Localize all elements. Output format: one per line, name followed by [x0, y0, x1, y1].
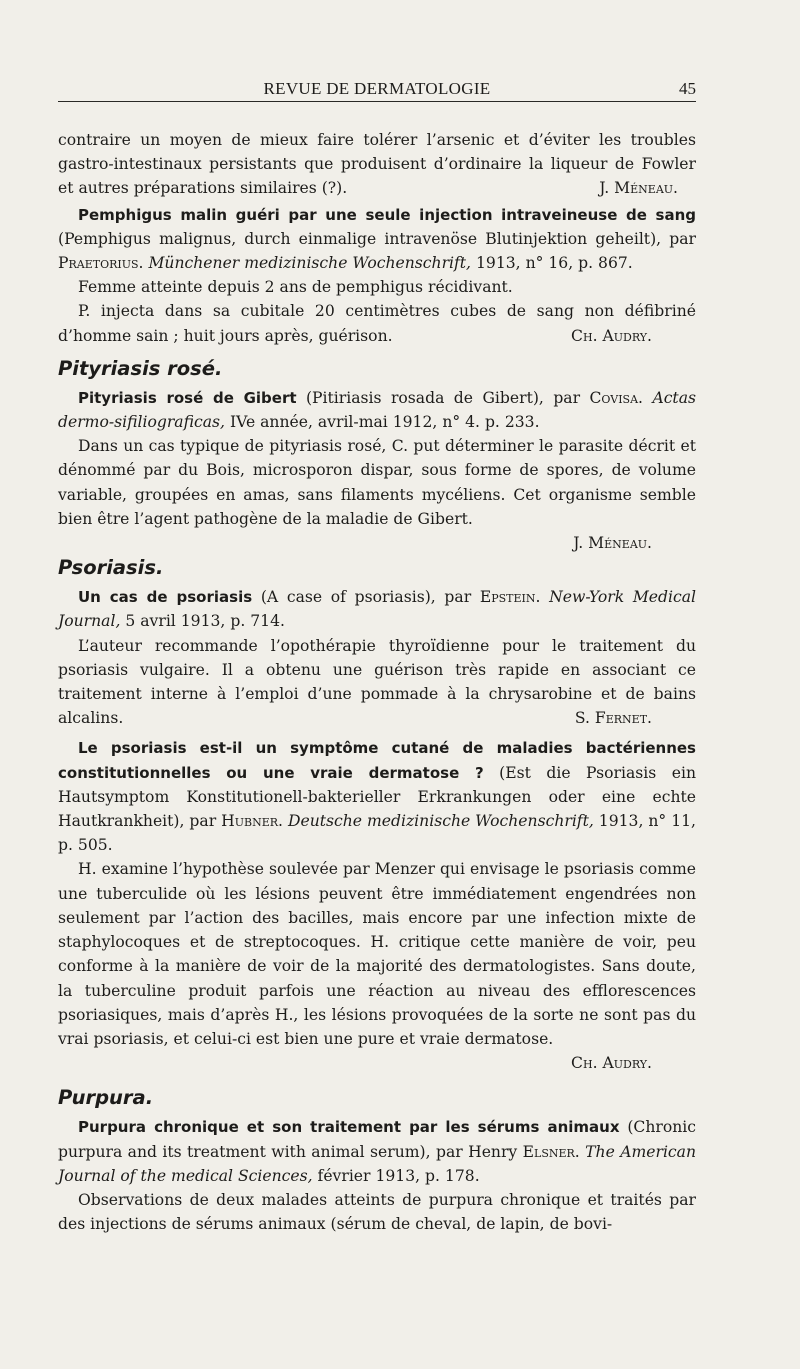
abstract-paragraph	[58, 857, 696, 1073]
entry-reference: 5 avril 1913, p. 714.	[120, 612, 285, 631]
signature: J. Méneau.	[599, 179, 678, 198]
entry-reference: (Pitiriasis rosada de Gibert), par	[296, 388, 590, 407]
entry-author: Epstein	[479, 588, 536, 607]
signature: J. Méneau.	[573, 534, 652, 553]
abstract-paragraph	[58, 299, 696, 347]
running-title: REVUE DE DERMATOLOGIE	[263, 79, 491, 98]
journal-name: Actas dermo-sifiliograficas,	[58, 388, 696, 432]
signature: S. Fernet.	[574, 709, 652, 728]
entry-reference: 1913, n° 11, p. 505.	[58, 812, 696, 855]
entry-reference: février 1913, p. 178.	[312, 1166, 480, 1185]
entry-author: Covisa	[589, 388, 639, 407]
journal-name: New-York Medical Journal,	[58, 588, 696, 631]
entry-reference: (Est die Psoriasis ein Hautsymptom Konstitutionell-bakterieller Erkrankungen oder eine echte Hautkrankheit), par	[58, 763, 696, 831]
entry-reference: .	[138, 254, 149, 273]
entry-heading	[58, 585, 696, 633]
entry-author: Hubner	[221, 812, 279, 831]
journal-name: The American Journal of the medical Sciences,	[58, 1142, 697, 1185]
entry-author: Elsner	[522, 1142, 575, 1161]
abstract-text: H. examine l’hypothèse soulevée par Menzer qui envisage le psoriasis comme une tuberculide où les lésions peuvent être immédiatement engendrées non seulement par l’action des bacilles, mais encore par une infection mixte de staphylocoques et de streptocoques. H. critique cette manière de voir, peu conforme à la manière de voir de la majorité des dermatologistes. Sans doute, la tuberculine produit parfois une réaction au niveau des efflorescences psoriasiques, mais d’après H., les lésions provoquées de la sorte ne sont pas du vrai psoriasis, et celui-ci est bien une pure et vraie dermatose.	[58, 860, 696, 1048]
journal-name: Deutsche medizinische Wochenschrift,	[287, 812, 594, 831]
signature: Ch. Audry.	[571, 326, 652, 345]
page-number: 45	[679, 79, 696, 98]
entry-heading	[58, 736, 696, 857]
abstract-paragraph: Observations de deux malades atteints de purpura chronique et traités par des injections de sérums animaux (sérum de cheval, de lapin, de bovi-	[58, 1190, 696, 1234]
continuation-paragraph	[58, 128, 696, 201]
section-heading: Pityriasis rosé.	[58, 356, 223, 380]
abstract-paragraph: Dans un cas typique de pityriasis rosé, C. put déterminer le parasite décrit et dénommé par du Bois, microsporon dispar, sous forme de spores, de volume variable, groupées en amas, sans filaments mycéliens. Cet organisme semble bien être l’agent pathogène de la maladie de Gibert.	[58, 437, 696, 528]
abstract-text: P. injecta dans sa cubitale 20 centimètres cubes de sang non défibriné d’homme sain ; huit jours après, guérison.	[58, 302, 696, 345]
entry-title: Pityriasis rosé de Gibert	[78, 388, 297, 407]
entry-title: Pemphigus malin guéri par une seule injection intraveineuse de sang	[78, 205, 696, 224]
entry-reference: (Chronic purpura and its treatment with animal serum), par Henry	[58, 1118, 696, 1161]
abstract-paragraph: Femme atteinte depuis 2 ans de pemphigus récidivant.	[78, 278, 513, 297]
entry-heading	[58, 1115, 696, 1188]
page-header	[58, 79, 696, 102]
entry-heading	[58, 386, 696, 434]
entry-reference: .	[278, 812, 288, 831]
entry-title: Purpura chronique et son traitement par les sérums animaux	[78, 1118, 620, 1137]
journal-name: Münchener medizinische Wochenschrift,	[148, 254, 472, 273]
signature: Ch. Audry.	[571, 1054, 652, 1073]
section-heading: Psoriasis.	[58, 556, 164, 580]
entry-reference: .	[574, 1142, 586, 1161]
entry-reference: (A case of psoriasis), par	[252, 588, 480, 607]
entry-author: Praetorius	[58, 254, 139, 273]
entry-reference: (Pemphigus malignus, durch einmalige intravenöse Blutinjektion geheilt), par	[58, 229, 696, 248]
entry-reference: .	[638, 388, 653, 407]
entry-title: Le psoriasis est-il un symptôme cutané de maladies bactériennes constitutionnelles ou une vraie dermatose ?	[58, 739, 696, 782]
entry-reference: IVe année, avril-mai 1912, n° 4. p. 233.	[225, 413, 540, 432]
entry-reference: 1913, n° 16, p. 867.	[471, 254, 633, 273]
abstract-paragraph	[58, 634, 696, 731]
entry-title: Un cas de psoriasis	[78, 588, 253, 607]
entry-reference: .	[535, 588, 550, 607]
continuation-text: contraire un moyen de mieux faire tolérer l’arsenic et d’éviter les troubles gastro-intestinaux persistants que produisent d’ordinaire la liqueur de Fowler et autres préparations similaires (?).	[58, 131, 696, 198]
entry-heading	[58, 203, 696, 276]
section-heading: Purpura.	[58, 1086, 154, 1110]
abstract-text: L’auteur recommande l’opothérapie thyroïdienne pour le traitement du psoriasis vulgaire. Il a obtenu une guérison très rapide en associant ce traitement interne à l’emploi d’une pommade à la chrysarobine et de bains alcalins.	[58, 636, 696, 728]
page-body	[58, 128, 696, 1236]
